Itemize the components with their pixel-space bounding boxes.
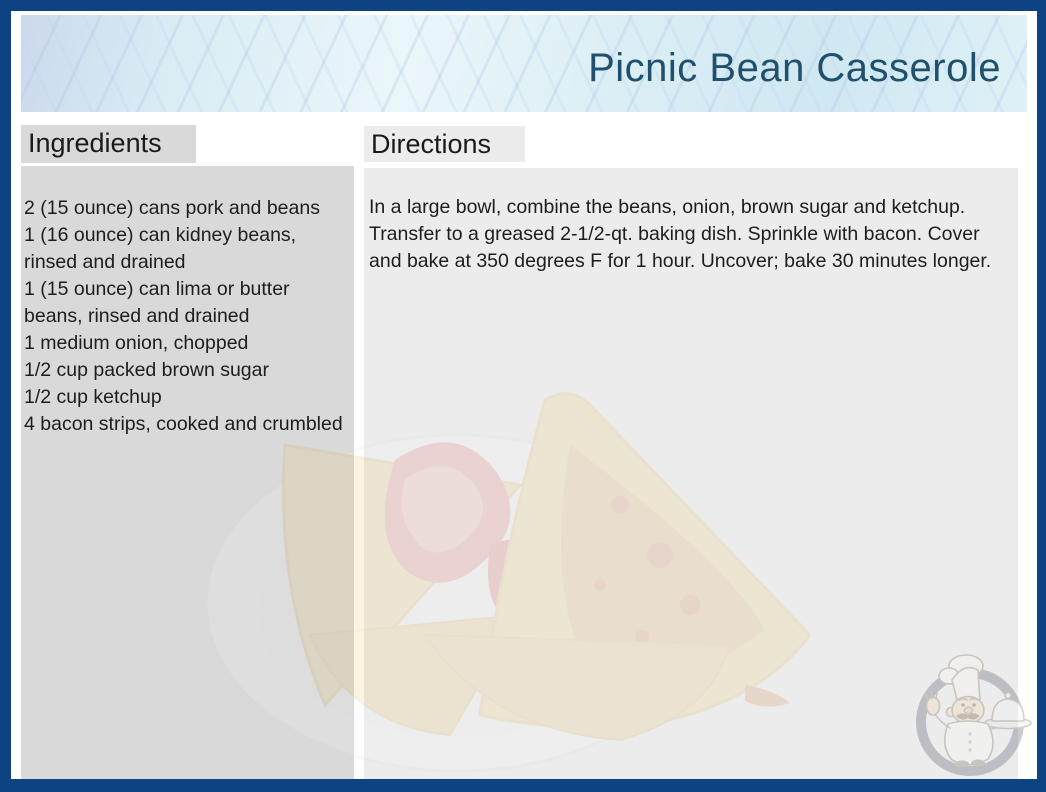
page-title: Picnic Bean Casserole <box>588 46 1001 90</box>
ingredient-item: 1 medium onion, chopped <box>24 332 249 354</box>
header-band <box>21 15 1027 112</box>
ingredients-heading-box <box>21 125 196 163</box>
directions-panel <box>364 168 1018 779</box>
directions-heading: Directions <box>371 129 492 159</box>
ingredient-item: 1 (16 ounce) can kidney beans, rinsed and drained <box>24 224 297 273</box>
ingredients-heading: Ingredients <box>28 128 162 158</box>
directions-heading-box <box>364 126 525 162</box>
ingredient-item: 1 (15 ounce) can lima or butter beans, rinsed and drained <box>24 278 290 327</box>
ingredients-panel <box>21 166 354 779</box>
ingredient-item: 1/2 cup ketchup <box>24 386 162 408</box>
ingredient-item: 2 (15 ounce) cans pork and beans <box>24 197 320 219</box>
directions-text: In a large bowl, combine the beans, onion, brown sugar and ketchup. Transfer to a greased 2-1/2-qt. baking dish. Sprinkle with bacon. Cover and bake at 350 degrees F for 1 hour. Uncover; bake 30 minutes longer. <box>369 196 992 272</box>
ingredient-item: 4 bacon strips, cooked and crumbled <box>24 413 343 435</box>
ingredient-item: 1/2 cup packed brown sugar <box>24 359 269 381</box>
